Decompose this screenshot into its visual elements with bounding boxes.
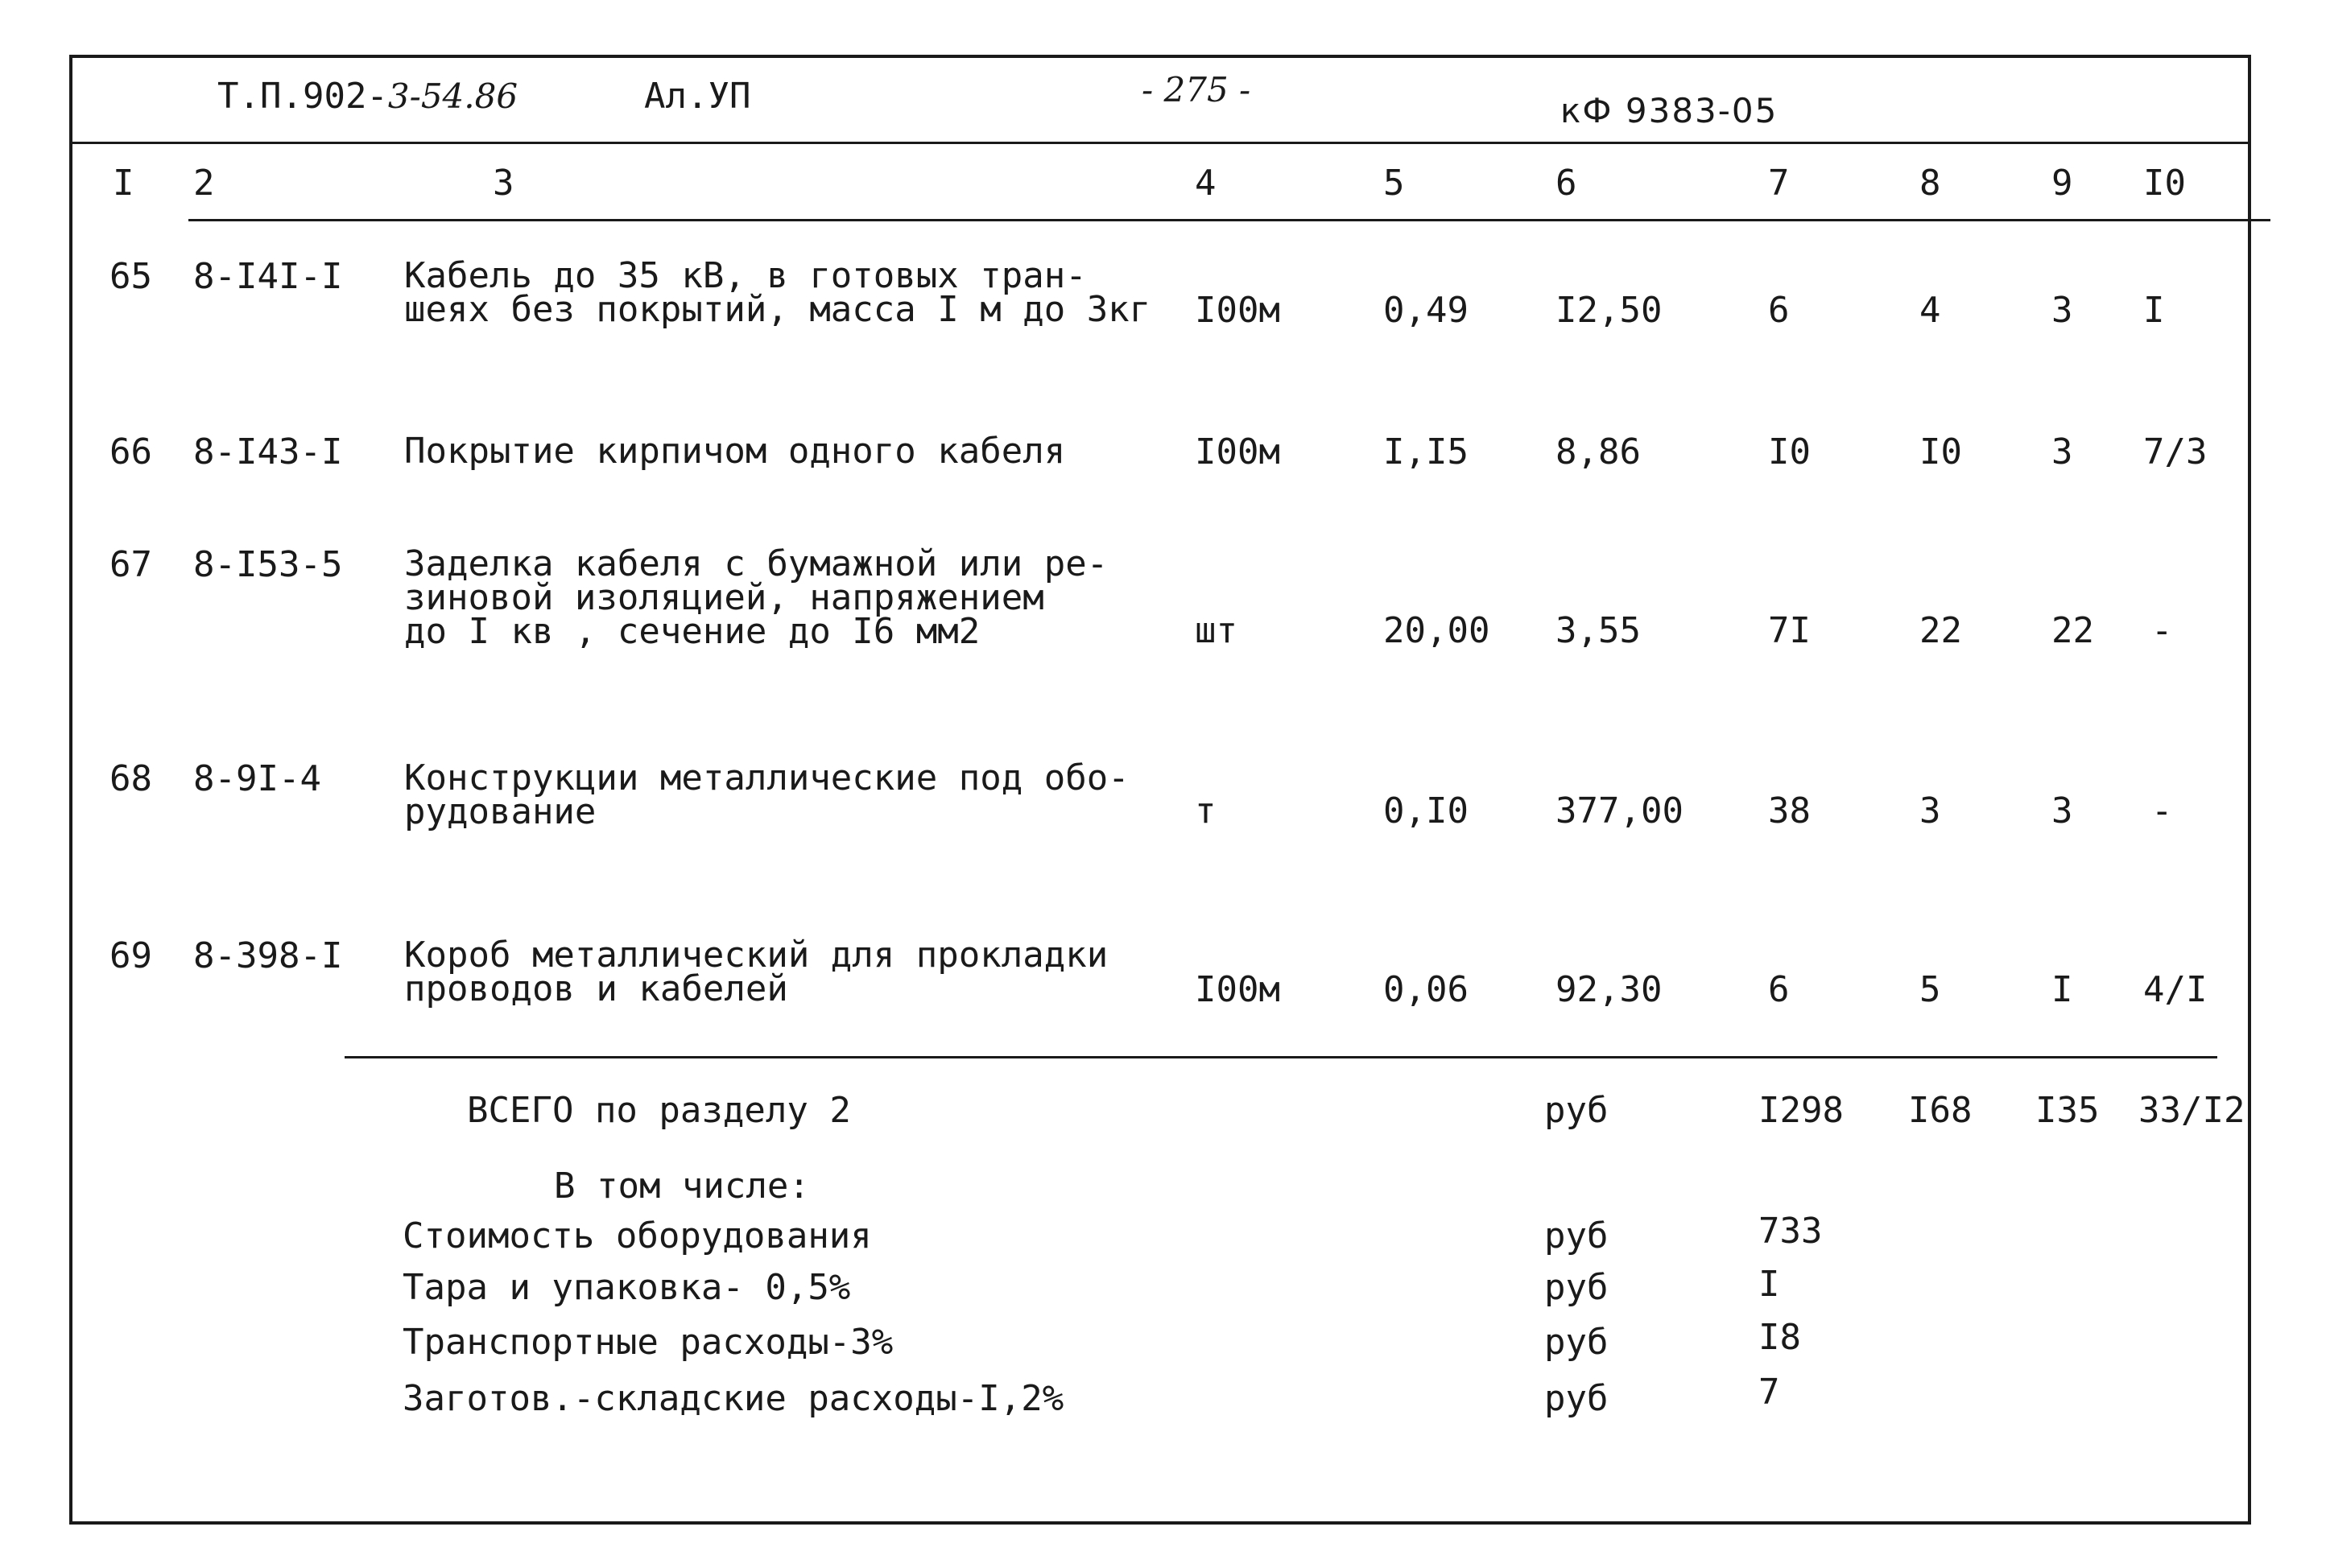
total-col9: I35 xyxy=(2035,1090,2100,1131)
rate-code: 8-I4I-I xyxy=(193,256,343,297)
item-description: Кабель до 35 кВ, в готовых тран- шеях без покрытий, масса I м до 3кг xyxy=(404,255,1151,330)
col10-value: - xyxy=(2151,610,2173,651)
quantity: 20,00 xyxy=(1383,610,1490,651)
row-number: 66 xyxy=(109,431,152,472)
unit: т xyxy=(1195,790,1217,831)
quantity: 0,I0 xyxy=(1383,790,1469,831)
col8-value: 5 xyxy=(1919,969,1941,1010)
col7-value: 7I xyxy=(1768,610,1811,651)
page-frame xyxy=(69,55,2251,1525)
item-description: Заделка кабеля с бумажной или ре- зиновой изоляцией, напряжением до I кв , сечение до I6 мм2 xyxy=(404,543,1109,652)
total-divider xyxy=(345,1056,2217,1058)
rate-code: 8-I53-5 xyxy=(193,544,343,585)
breakdown-unit: руб xyxy=(1544,1322,1609,1363)
column-number: 6 xyxy=(1555,163,1577,204)
column-number: 9 xyxy=(2051,163,2073,204)
unit-price: 92,30 xyxy=(1555,969,1663,1010)
item-description: Короб металлический для прокладки проводов и кабелей xyxy=(404,935,1109,1009)
col9-value: 3 xyxy=(2051,790,2073,831)
column-number: 7 xyxy=(1768,163,1790,204)
row-number: 65 xyxy=(109,256,152,297)
column-number: I xyxy=(113,163,134,204)
col9-value: 3 xyxy=(2051,431,2073,472)
quantity: 0,49 xyxy=(1383,290,1469,331)
col10-value: - xyxy=(2151,790,2173,831)
col9-value: I xyxy=(2051,969,2073,1010)
row-number: 68 xyxy=(109,758,152,799)
unit: I00м xyxy=(1195,969,1280,1010)
including-label: В том числе: xyxy=(554,1166,810,1207)
album-label: Ал.УП xyxy=(644,76,751,117)
rate-code: 8-398-I xyxy=(193,935,343,976)
breakdown-label: Заготов.-складские расходы-I,2% xyxy=(403,1378,1064,1419)
col10-value: 7/3 xyxy=(2143,431,2208,472)
designation-printed: Т.П.902- xyxy=(217,76,388,117)
column-header-divider xyxy=(188,219,2270,221)
breakdown-value: I8 xyxy=(1758,1317,1801,1358)
column-number: I0 xyxy=(2143,163,2186,204)
unit-price: 8,86 xyxy=(1555,431,1641,472)
total-col8: I68 xyxy=(1908,1090,1973,1131)
total-label: ВСЕГО по разделу 2 xyxy=(467,1090,851,1131)
unit: I00м xyxy=(1195,431,1280,472)
breakdown-label: Тара и упаковка- 0,5% xyxy=(403,1267,851,1308)
quantity: I,I5 xyxy=(1383,431,1469,472)
col7-value: 6 xyxy=(1768,969,1790,1010)
breakdown-value: 7 xyxy=(1758,1372,1780,1413)
item-description: Конструкции металлические под обо- рудование xyxy=(404,757,1130,832)
column-number: 5 xyxy=(1383,163,1405,204)
unit: шт xyxy=(1195,610,1237,651)
total-unit: руб xyxy=(1544,1090,1609,1131)
total-col10: 33/I2 xyxy=(2138,1090,2245,1131)
col8-value: 3 xyxy=(1919,790,1941,831)
col10-value: I xyxy=(2143,290,2165,331)
col7-value: 6 xyxy=(1768,290,1790,331)
column-number: 4 xyxy=(1195,163,1217,204)
col9-value: 3 xyxy=(2051,290,2073,331)
col8-value: I0 xyxy=(1919,431,1962,472)
item-description: Покрытие кирпичом одного кабеля xyxy=(404,431,1066,472)
column-number: 2 xyxy=(193,163,215,204)
col7-value: 38 xyxy=(1768,790,1811,831)
breakdown-label: Стоимость оборудования xyxy=(403,1215,872,1256)
unit-price: I2,50 xyxy=(1555,290,1663,331)
designation-handwritten: 3-54.86 xyxy=(387,76,518,116)
breakdown-unit: руб xyxy=(1544,1215,1609,1256)
col10-value: 4/I xyxy=(2143,969,2208,1010)
col8-value: 22 xyxy=(1919,610,1962,651)
unit-price: 377,00 xyxy=(1555,790,1683,831)
column-number: 3 xyxy=(493,163,514,204)
breakdown-unit: руб xyxy=(1544,1267,1609,1308)
stamp-code: кФ 9383-05 xyxy=(1560,91,1778,130)
total-col7: I298 xyxy=(1758,1090,1844,1131)
row-number: 69 xyxy=(109,935,152,976)
col8-value: 4 xyxy=(1919,290,1941,331)
rate-code: 8-I43-I xyxy=(193,431,343,472)
breakdown-label: Транспортные расходы-3% xyxy=(403,1322,894,1363)
column-number: 8 xyxy=(1919,163,1941,204)
header-divider xyxy=(72,142,2248,144)
unit-price: 3,55 xyxy=(1555,610,1641,651)
page-number: - 275 - xyxy=(1142,70,1251,109)
project-designation xyxy=(217,76,518,117)
row-number: 67 xyxy=(109,544,152,585)
rate-code: 8-9I-4 xyxy=(193,758,321,799)
breakdown-value: I xyxy=(1758,1264,1780,1305)
col7-value: I0 xyxy=(1768,431,1811,472)
breakdown-value: 733 xyxy=(1758,1211,1823,1252)
col9-value: 22 xyxy=(2051,610,2094,651)
breakdown-unit: руб xyxy=(1544,1378,1609,1419)
unit: I00м xyxy=(1195,290,1280,331)
quantity: 0,06 xyxy=(1383,969,1469,1010)
